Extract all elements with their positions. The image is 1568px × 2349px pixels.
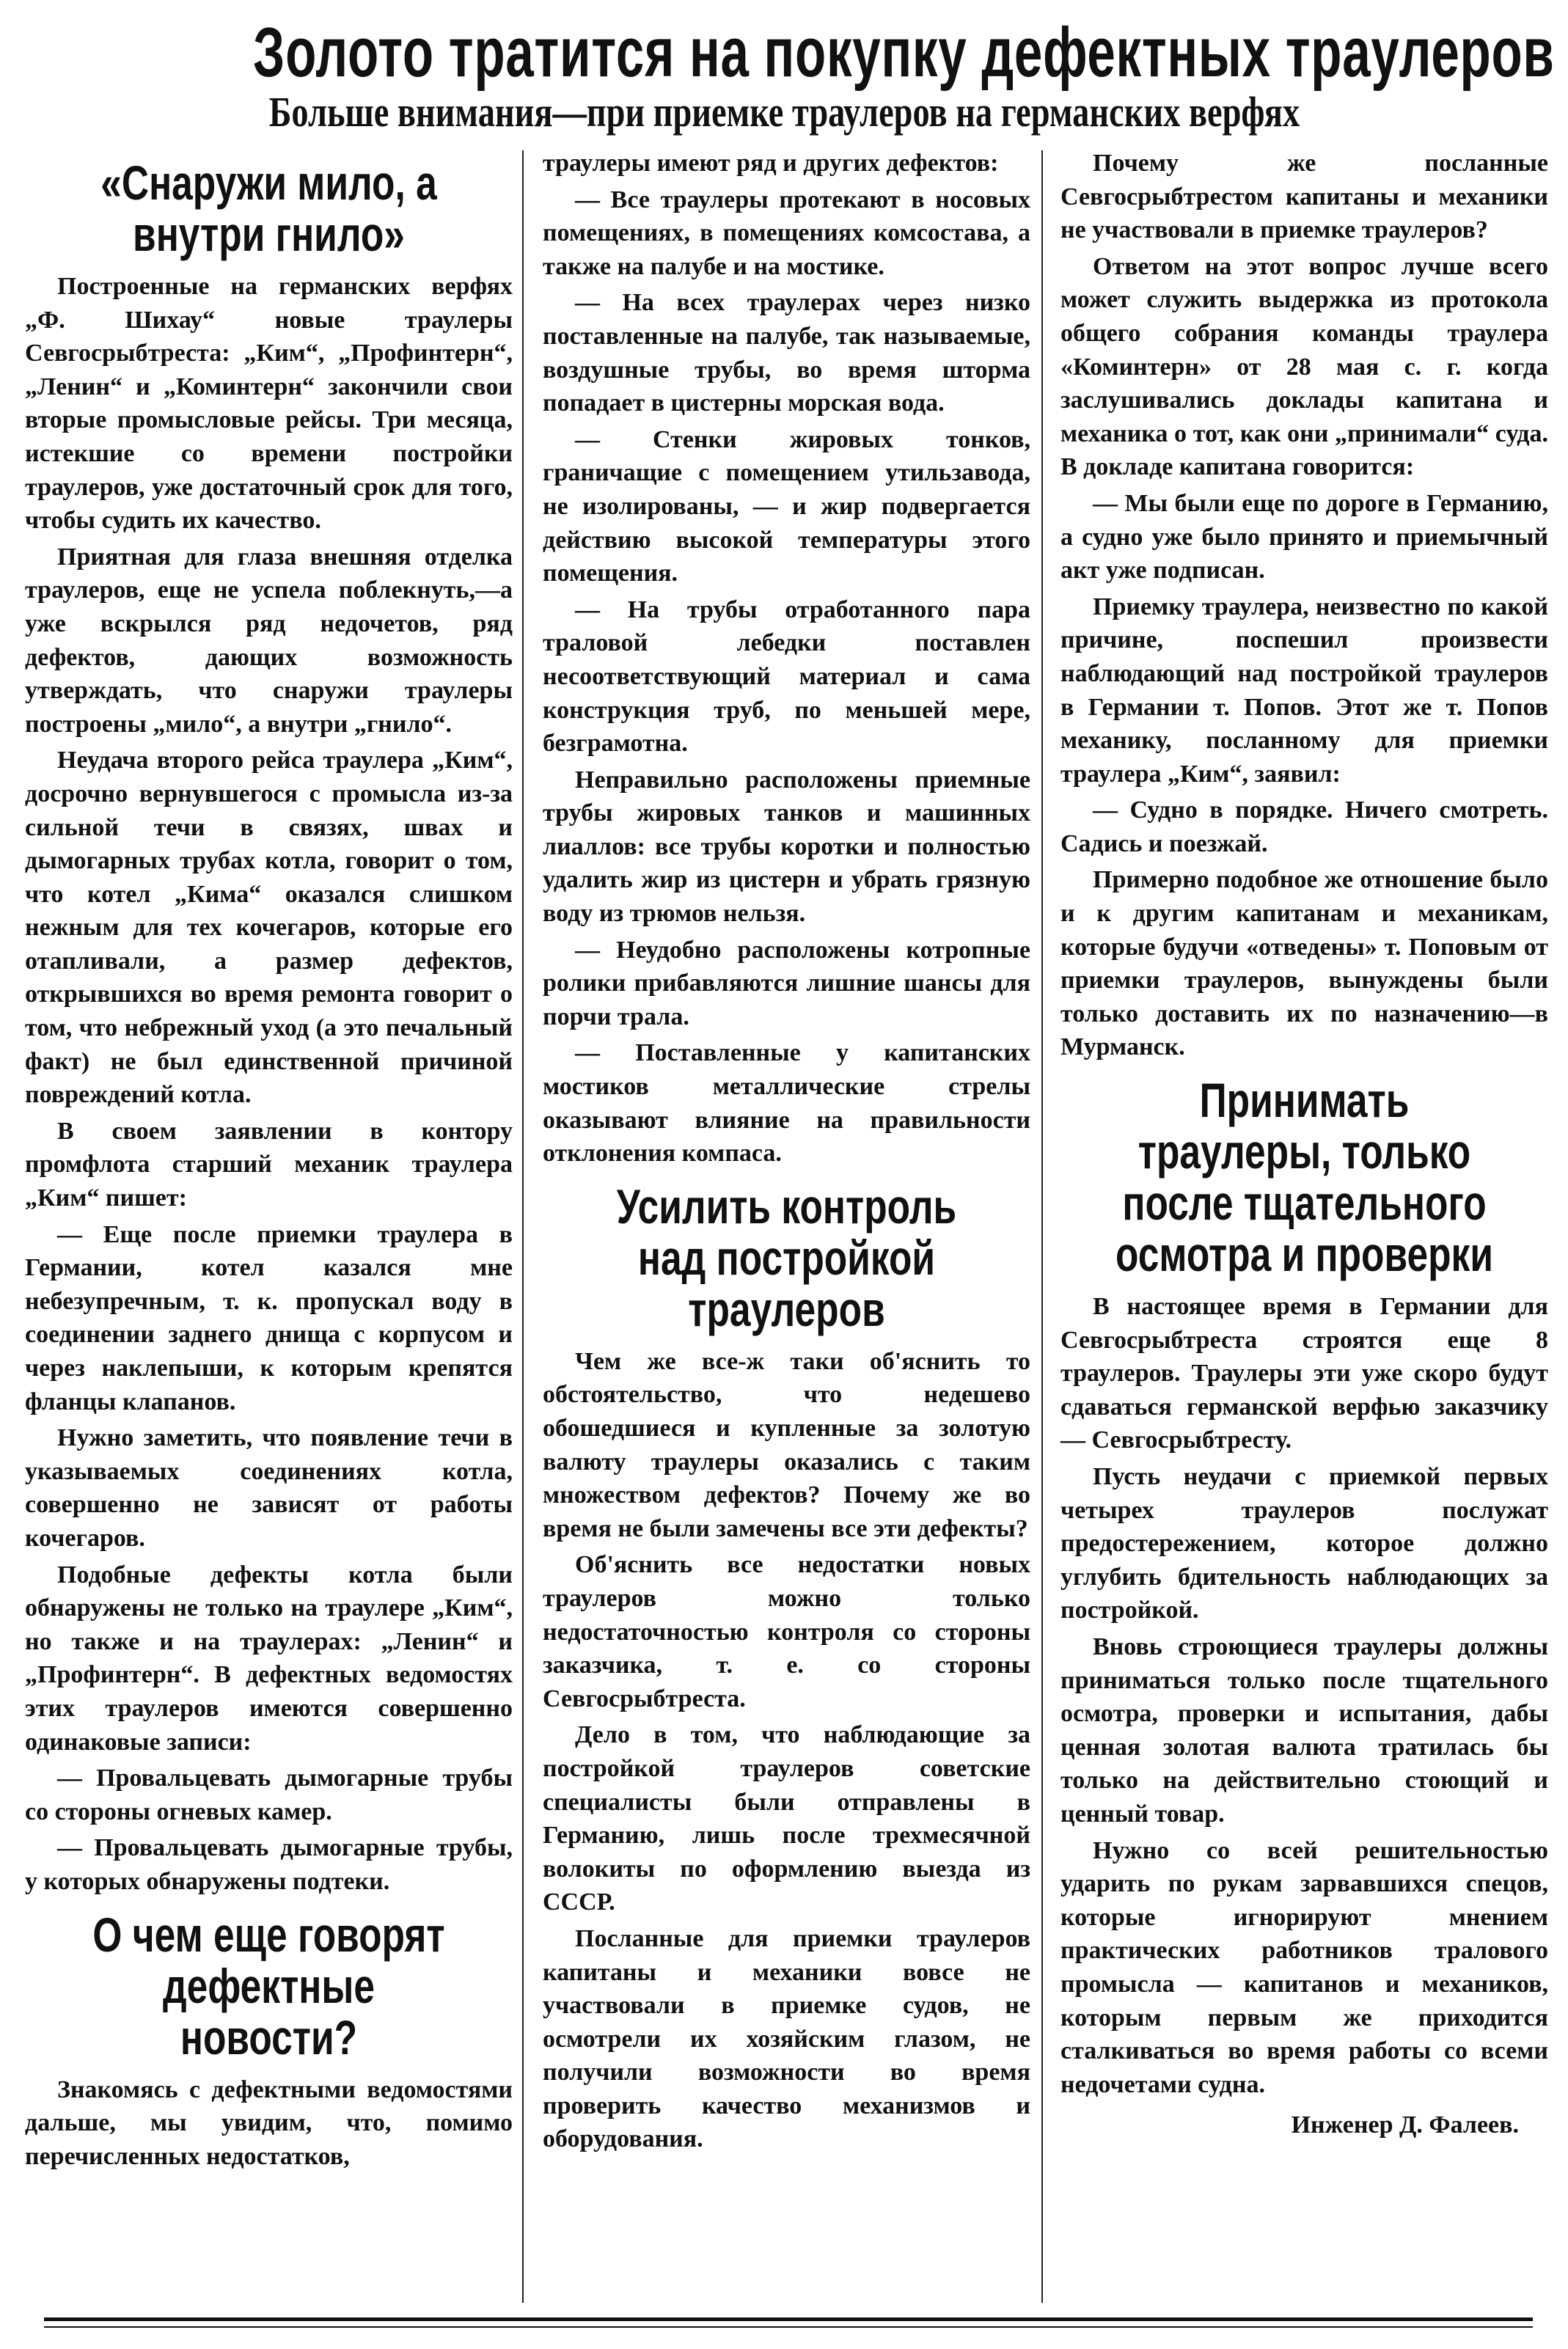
- subheadline: [0, 89, 1568, 135]
- paragraph: — Судно в порядке. Ничего смотреть. Садись и поезжай.: [1060, 796, 1548, 857]
- paragraph: Приемку траулера, неизвестно по какой причине, поспешил произвести наблюдающий над постройкой траулеров в Германии т. Попов. Этот же т. Попов механику, посланному для приемки траулера „Ким“, заявил:: [1060, 593, 1548, 788]
- paragraph: — Все траулеры протекают в носовых помещениях, в помещениях комсостава, а также на палубе и на мостике.: [543, 186, 1030, 280]
- paragraph: траулеры имеют ряд и других дефектов:: [543, 150, 999, 177]
- column-divider: [522, 150, 524, 2303]
- paragraph: Нужно заметить, что появление течи в указываемых соединениях котла, совершенно не зависят от работы кочегаров.: [25, 1424, 513, 1552]
- paragraph: Вновь строющиеся траулеры должны приниматься только после тщательного осмотра, проверки и испытания, дабы ценная золотая валюта тратилась бы только на действительно стоющий и ценный товар.: [1060, 1632, 1548, 1828]
- paragraph: Дело в том, что наблюдающие за постройкой траулеров советские специалисты были отправлены в Германию, лишь после трехмесячной волокиты по оформлению выезда из СССР.: [543, 1721, 1030, 1916]
- section-heading: О чем еще говорят дефектные новости?: [92, 1907, 445, 2064]
- paragraph: Построенные на германских верфях „Ф. Шихау“ новые траулеры Севгосрыбтреста: „Ким“, „Профинтерн“, „Ленин“ и „Коминтерн“ закончили свои вторые промысловые рейсы. Три месяца, истекшие со времени постройки траулеров, уже достаточный срок для того, чтобы судить их качество.: [25, 273, 513, 535]
- paragraph: — Мы были еще по дороге в Германию, а судно уже было принято и приемычный акт уже подписан.: [1060, 489, 1548, 584]
- paragraph: Примерно подобное же отношение было и к другим капитанам и механикам, которые будучи «отведены» т. Поповым от приемки траулеров, вынуждены были только доставить их по назначению—в Мурманск.: [1060, 866, 1548, 1061]
- author-signature: Инженер Д. Фалеев.: [1291, 2111, 1519, 2139]
- paragraph: Посланные для приемки траулеров капитаны и механики вовсе не участвовали в приемке судов, не осмотрели их хозяйским глазом, не получили возможности во время проверить качество механизмов и оборудования.: [543, 1924, 1030, 2153]
- subheadline-text: Больше внимания—при приемке траулеров на германских верфях: [268, 88, 1300, 136]
- paragraph: — Провальцевать дымогарные трубы, у которых обнаружены подтеки.: [25, 1834, 513, 1895]
- paragraph: — Поставленные у капитанских мостиков металлические стрелы оказывают влияние на правильности отклонения компаса.: [543, 1039, 1030, 1168]
- paragraph: Знакомясь с дефектными ведомостями дальше, мы увидим, что, помимо перечисленных недостатков,: [25, 2075, 513, 2170]
- section-heading: Принимать траулеры, только после тщательного осмотра и проверки: [1115, 1073, 1493, 1282]
- paragraph: Приятная для глаза внешняя отделка траулеров, еще не успела поблекнуть,—а уже вскрылся ряд недочетов, ряд дефектов, дающих возможность утверждать, что снаружи траулеры построены „мило“, а внутри „гнило“.: [25, 543, 513, 738]
- paragraph: Об'яснить все недостатки новых траулеров можно только недостаточностью контроля со стороны заказчика, т. е. со стороны Севгосрыбтреста.: [543, 1551, 1030, 1712]
- headline: [0, 13, 1568, 92]
- paragraph: Нужно со всей решительностью ударить по рукам зарвавшихся спецов, которые игнорируют мнением практических работников тралового промысла — капитанов и механиков, которым первым же приходится сталкиваться во время работы со всеми недочетами судна.: [1060, 1836, 1548, 2098]
- paragraph: — На всех траулерах через низко поставленные на палубе, так называемые, воздушные трубы, во время шторма попадает в цистерны морская вода.: [543, 289, 1030, 417]
- paragraph: В своем заявлении в контору промфлота старший механик траулера „Ким“ пишет:: [25, 1117, 513, 1212]
- paragraph: — Еще после приемки траулера в Германии, котел казался мне небезупречным, т. к. пропускал воду в соединении заднего днища с корпусом и через наклепыши, к которым крепятся фланцы клапанов.: [25, 1220, 513, 1415]
- headline-text: Золото тратится на покупку дефектных траулеров: [253, 13, 1555, 92]
- paragraph: Неудача второго рейса траулера „Ким“, досрочно вернувшегося с промысла из-за сильной течи в связях, швах и дымогарных трубах котла, говорит о том, что котел „Кима“ оказался слишком нежным для тех кочегаров, которые его отапливали, а размер дефектов, открывшихся во время ремонта говорит о том, что небрежный уход (а это печальный факт) не был единственной причиной повреждений котла.: [25, 747, 513, 1109]
- section-heading: Усилить контроль над постройкой траулеров: [616, 1179, 957, 1336]
- paragraph: Почему же посланные Севгосрыбтрестом капитаны и механики не участвовали в приемке траулеров?: [1060, 150, 1548, 244]
- bottom-rule: [44, 2317, 1533, 2321]
- paragraph: — Неудобно расположены котропные ролики прибавляются лишние шансы для порчи трала.: [543, 936, 1030, 1030]
- paragraph: Подобные дефекты котла были обнаружены не только на траулере „Ким“, но также и на траулерах: „Ленин“ и „Профинтерн“. В дефектных ведомостях этих траулеров имеются совершенно одинаковые записи:: [25, 1561, 513, 1756]
- section-heading: «Снаружи мило, а внутри гнило»: [100, 155, 437, 261]
- paragraph: Неправильно расположены приемные трубы жировых танков и машинных лиаллов: все трубы коротки и полностью удалить жир из цистерн и убрать грязную воду из трюмов нельзя.: [543, 766, 1030, 928]
- paragraph: — На трубы отработанного пара траловой лебедки поставлен несоответствующий материал и сама конструкция труб, по меньшей мере, безграмотна.: [543, 596, 1030, 758]
- article-column-3: [1060, 147, 1548, 2145]
- paragraph: Пусть неудачи с приемкой первых четырех траулеров послужат предостережением, которое должно углубить бдительность наблюдающих за постройкой.: [1060, 1463, 1548, 1624]
- article-column-1: [25, 147, 513, 2176]
- bottom-rule-thin: [44, 2326, 1533, 2328]
- paragraph: — Провальцевать дымогарные трубы со стороны огневых камер.: [25, 1765, 513, 1825]
- paragraph: Чем же все-ж таки об'яснить то обстоятельство, что недешево обошедшиеся и купленные за золотую валюту траулеры оказались с таким множеством дефектов? Почему же во время не были замечены все эти дефекты?: [543, 1347, 1030, 1542]
- paragraph: — Стенки жировых тонков, граничащие с помещением утильзавода, не изолированы, — и жир подвергается действию высокой температуры этого помещения.: [543, 425, 1030, 587]
- article-column-2: [543, 147, 1030, 2159]
- paragraph: В настоящее время в Германии для Севгосрыбтреста строятся еще 8 траулеров. Траулеры эти уже скоро будут сдаваться германской верфью заказчику — Севгосрыбтресту.: [1060, 1293, 1548, 1454]
- paragraph: Ответом на этот вопрос лучше всего может служить выдержка из протокола общего собрания команды траулера «Коминтерн» от 28 мая с. г. когда заслушивались доклады капитана и механика о тот, как они „принимали“ суда. В докладе капитана говорится:: [1060, 252, 1548, 481]
- column-divider: [1041, 150, 1043, 2303]
